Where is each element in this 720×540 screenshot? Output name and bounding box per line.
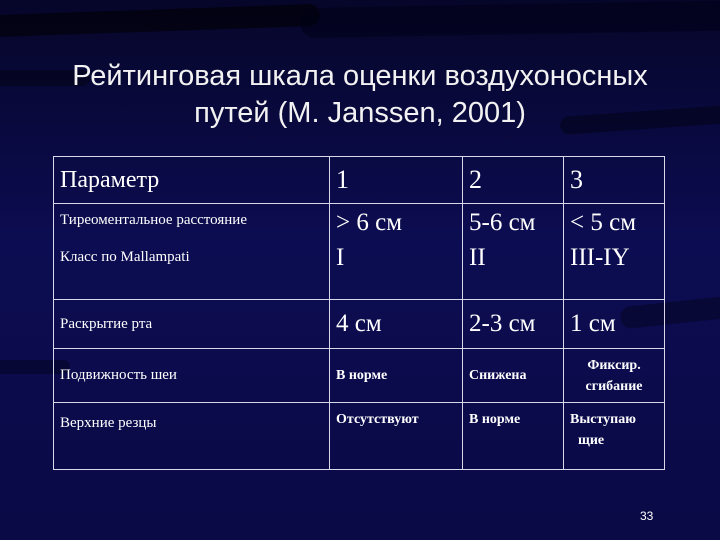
page-number: 33 [640, 509, 654, 523]
cell-value: сгибание [585, 378, 643, 394]
cell-value: III-IY [570, 244, 630, 271]
cell-value: Фиксир. [587, 357, 641, 373]
cell-value: 5-6 см [469, 209, 536, 236]
slide-title-line1: Рейтинговая шкала оценки воздухоносных [72, 60, 648, 92]
table-cell [463, 204, 564, 300]
cell-value: > 6 см [336, 209, 403, 236]
param-mallampati: Класс по Mallampati [60, 249, 190, 265]
param-mouth-opening: Раскрытие рта [54, 300, 330, 349]
table-cell [564, 403, 665, 470]
cell-value: Выступаю [570, 412, 636, 427]
airway-rating-table [53, 156, 665, 470]
header-cell-parameter: Параметр [54, 157, 330, 204]
header-cell-score-1: 1 [330, 157, 463, 204]
cell-value: В норме [463, 403, 564, 470]
cell-value: Снижена [463, 349, 564, 403]
cell-value: < 5 см [570, 209, 637, 236]
cell-value: 2-3 см [463, 300, 564, 349]
table-row [54, 403, 665, 470]
slide-title-line2: путей (M. Janssen, 2001) [194, 97, 526, 129]
table-cell [330, 204, 463, 300]
table-row [54, 349, 665, 403]
table-cell [54, 204, 330, 300]
table-cell [564, 204, 665, 300]
cell-value: В норме [330, 349, 463, 403]
header-cell-score-2: 2 [463, 157, 564, 204]
param-neck-mobility: Подвижность шеи [54, 349, 330, 403]
cell-value: щие [578, 433, 605, 448]
table-cell [564, 349, 665, 403]
param-thyromental: Тиреоментальное расстояние [60, 212, 247, 228]
table-row [54, 204, 665, 300]
table-row [54, 300, 665, 349]
cell-value: 1 см [564, 300, 665, 349]
cell-value: 4 см [330, 300, 463, 349]
cell-value: II [469, 244, 486, 271]
header-cell-score-3: 3 [564, 157, 665, 204]
param-upper-incisors: Верхние резцы [54, 403, 330, 470]
cell-value: Отсутствуют [330, 403, 463, 470]
slide-title [40, 58, 680, 132]
table-header-row [54, 157, 665, 204]
cell-value: I [336, 244, 345, 271]
